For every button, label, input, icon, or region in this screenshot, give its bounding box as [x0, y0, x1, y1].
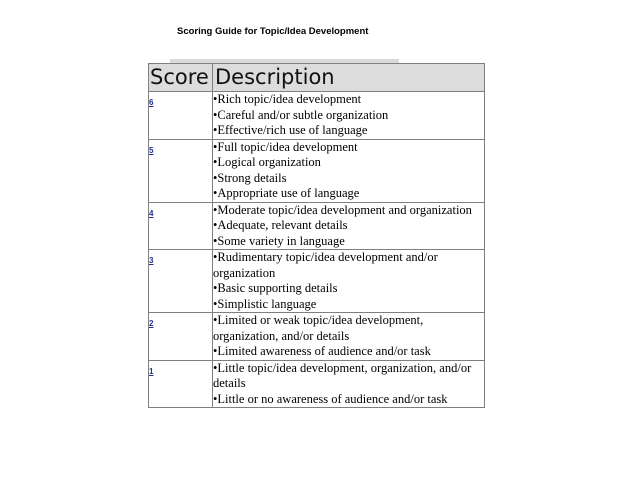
description-item: •Adequate, relevant details — [213, 218, 348, 232]
score-link[interactable]: 5 — [149, 145, 154, 155]
description-item: •Effective/rich use of language — [213, 123, 368, 137]
description-item: •Little or no awareness of audience and/or task — [213, 391, 448, 406]
description-column-header: Description — [213, 64, 485, 92]
description-item: •Logical organization — [213, 155, 321, 169]
description-cell — [213, 139, 485, 202]
description-cell — [213, 313, 485, 361]
description-item: •Rudimentary topic/idea development and/or organization — [213, 250, 438, 280]
description-item: •Moderate topic/idea development and organization — [213, 202, 472, 217]
description-cell — [213, 202, 485, 250]
table-row — [149, 360, 485, 408]
description-item: •Simplistic language — [213, 296, 317, 311]
page-title: Scoring Guide for Topic/Idea Development — [177, 26, 369, 37]
description-item: •Some variety in language — [213, 233, 345, 248]
score-link[interactable]: 1 — [149, 366, 154, 376]
scoring-table — [148, 63, 485, 408]
score-cell — [149, 360, 213, 408]
description-item: •Rich topic/idea development — [213, 92, 362, 106]
description-item: •Basic supporting details — [213, 281, 338, 295]
score-cell — [149, 202, 213, 250]
description-item: •Full topic/idea development — [213, 139, 358, 154]
description-item: •Limited awareness of audience and/or task — [213, 344, 431, 358]
table-header-row — [149, 64, 485, 92]
table-row — [149, 250, 485, 313]
description-item: •Careful and/or subtle organization — [213, 107, 389, 122]
table-body — [149, 92, 485, 408]
score-link[interactable]: 2 — [149, 319, 154, 328]
description-item: •Appropriate use of language — [213, 186, 360, 200]
score-cell — [149, 139, 213, 202]
description-item: •Limited or weak topic/idea development, organization, and/or details — [213, 313, 424, 343]
score-link[interactable]: 4 — [149, 208, 154, 218]
score-cell — [149, 250, 213, 313]
score-link[interactable]: 6 — [149, 98, 154, 107]
table-row — [149, 202, 485, 250]
score-link[interactable]: 3 — [149, 256, 154, 265]
description-item: •Little topic/idea development, organization, and/or details — [213, 360, 472, 390]
table-row — [149, 92, 485, 140]
score-cell — [149, 313, 213, 361]
table-row — [149, 139, 485, 202]
description-cell — [213, 360, 485, 408]
description-cell — [213, 92, 485, 140]
score-column-header: Score — [149, 64, 213, 92]
table-row — [149, 313, 485, 361]
score-cell — [149, 92, 213, 140]
description-cell — [213, 250, 485, 313]
description-item: •Strong details — [213, 170, 287, 185]
